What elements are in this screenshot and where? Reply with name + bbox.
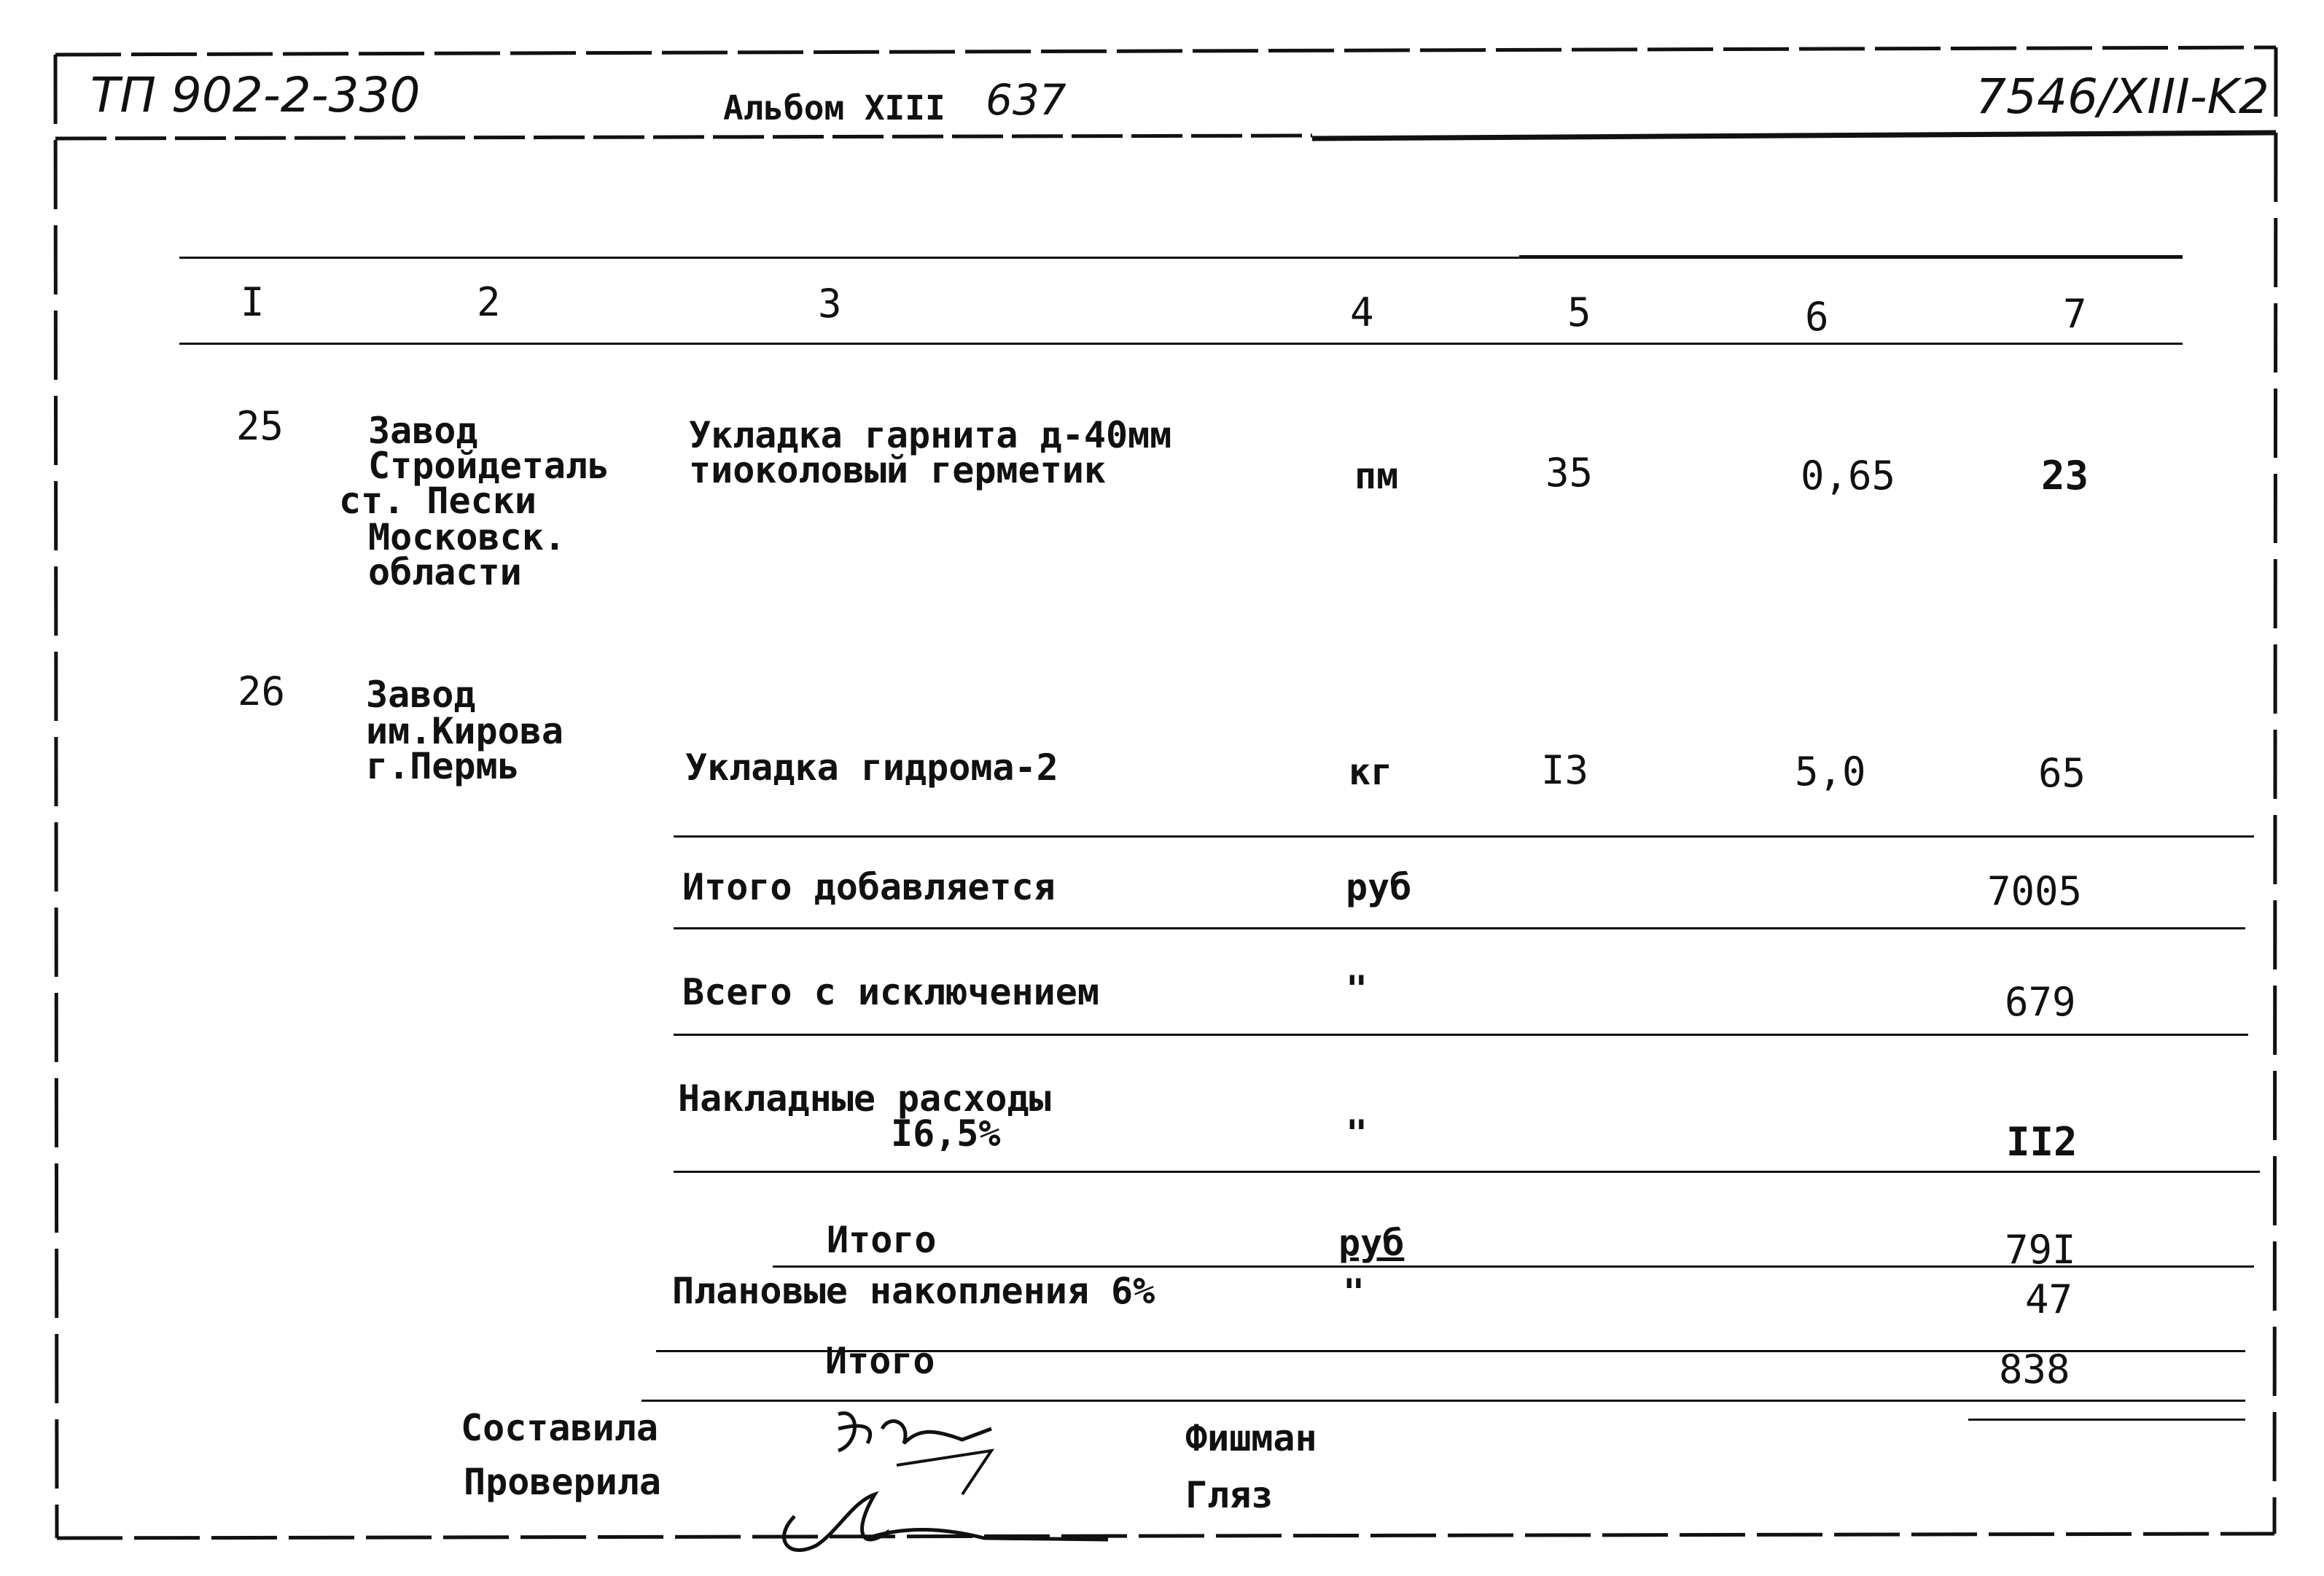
table-row-25-supplier-line-1: Завод xyxy=(368,410,478,452)
column-number-5: 5 xyxy=(1567,289,1591,335)
summary-subtotal-value: 79I xyxy=(2005,1227,2076,1273)
column-number-6: 6 xyxy=(1805,294,1829,340)
column-number-2: 2 xyxy=(477,279,501,325)
table-row-26-supplier-line-3: г.Пермь xyxy=(366,745,520,787)
column-number-4: 4 xyxy=(1350,289,1374,335)
summary-subtotal-unit: руб xyxy=(1338,1222,1405,1264)
table-top-rule xyxy=(179,257,1519,259)
table-row-26-qty: I3 xyxy=(1541,747,1589,793)
summary-overhead-value: II2 xyxy=(2006,1119,2078,1165)
summary-grand-total-value: 838 xyxy=(1999,1346,2070,1392)
summary-total-excl-unit: " xyxy=(1346,968,1368,1010)
table-row-26-number: 26 xyxy=(238,668,286,714)
column-number-3: 3 xyxy=(818,281,842,327)
table-row-25-number: 25 xyxy=(236,403,284,449)
column-number-7: 7 xyxy=(2063,291,2087,337)
summary-rule-2 xyxy=(674,927,2245,929)
table-row-26-unit: кг xyxy=(1349,751,1393,793)
summary-added-label: Итого добавляется xyxy=(682,866,1056,908)
checked-by-label: Проверила xyxy=(464,1461,661,1503)
summary-rule-4 xyxy=(674,1171,2260,1173)
summary-rule-3 xyxy=(674,1034,2248,1036)
table-row-25-work-line-2: тиоколовый герметик xyxy=(689,449,1106,491)
table-row-25-supplier-line-5: области xyxy=(368,551,522,593)
table-row-25-qty: 35 xyxy=(1545,450,1594,496)
table-row-26-work-line-1: Укладка гидрома-2 xyxy=(685,746,1058,789)
table-row-26-supplier-line-1: Завод xyxy=(366,674,476,716)
table-row-25-supplier-line-2: Стройдеталь xyxy=(368,445,610,487)
checked-by-name: Гляз xyxy=(1185,1474,1274,1516)
table-row-25-price: 0,65 xyxy=(1801,453,1896,499)
summary-subtotal-label: Итого xyxy=(827,1219,937,1261)
summary-rule-8 xyxy=(1968,1419,2245,1421)
summary-total-excl-value: 679 xyxy=(2005,979,2076,1025)
table-row-26-total: 65 xyxy=(2038,750,2086,796)
summary-overhead-unit: " xyxy=(1346,1112,1368,1155)
column-number-1: I xyxy=(241,279,265,325)
summary-overhead-label: Накладные расходы xyxy=(678,1077,1051,1120)
column-number-rule xyxy=(179,343,2183,345)
table-row-26-supplier-line-2: им.Кирова xyxy=(366,710,564,752)
project-code: ТП 902-2-330 xyxy=(90,67,421,123)
table-row-26-price: 5,0 xyxy=(1795,749,1866,795)
summary-planned-savings-label: Плановые накопления 6% xyxy=(672,1270,1155,1312)
summary-overhead-rate: I6,5% xyxy=(891,1112,1001,1155)
table-top-rule-right xyxy=(1519,255,2183,259)
signature-checked xyxy=(765,1472,1145,1567)
summary-planned-savings-unit: " xyxy=(1343,1271,1365,1314)
summary-planned-savings-value: 47 xyxy=(2025,1276,2073,1322)
album-label: Альбом XIII xyxy=(723,88,945,128)
composed-by-label: Составила xyxy=(461,1407,658,1449)
inventory-code: 7546/XIII-K2 xyxy=(1976,69,2269,125)
summary-grand-total-label: Итого xyxy=(825,1340,935,1382)
summary-total-excl-label: Всего с исключением xyxy=(682,971,1099,1013)
sheet-number: 637 xyxy=(986,75,1067,125)
table-row-25-total: 23 xyxy=(2041,453,2089,499)
composed-by-name: Фишман xyxy=(1185,1417,1317,1459)
summary-added-value: 7005 xyxy=(1987,868,2083,914)
summary-rule-1 xyxy=(674,835,2254,838)
table-row-25-unit: пм xyxy=(1354,455,1399,497)
table-row-25-work-line-1: Укладка гарнита д-40мм xyxy=(689,414,1172,456)
table-row-25-supplier-line-3: ст. Пески xyxy=(339,480,537,522)
table-row-25-supplier-line-4: Московск. xyxy=(368,516,566,558)
summary-added-unit: руб xyxy=(1346,866,1412,908)
